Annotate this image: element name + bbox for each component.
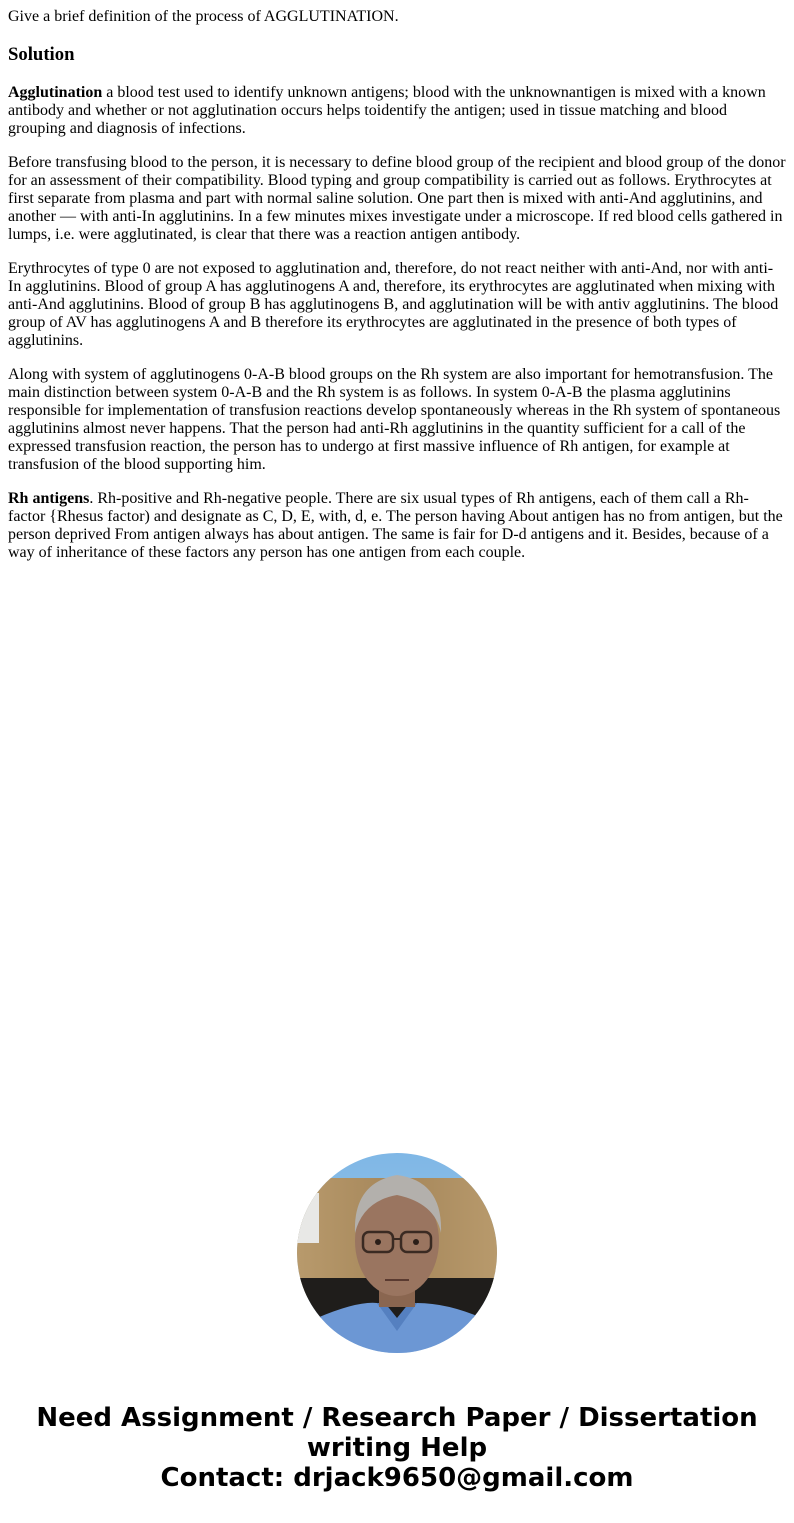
paragraph-blood-groups: Erythrocytes of type 0 are not exposed to agglutination and, therefore, do not react neither with anti-And, nor with anti-In agglutinins. Blood of group A has agglutinogens A and, therefore, its erythrocytes are agglutinated when mixing with anti-And agglutinins. Blood of group B has agglutinogens B, and agglutination will be with antiv agglutinins. The blood group of AV has agglutinogens A and B therefore its erythrocytes are agglutinated in the presence of both types of agglutinins. [8,260,779,349]
banner-line-1: Need Assignment / Research Paper / Dissertation [36,1403,758,1433]
banner-line-2: writing Help [306,1433,488,1463]
paragraph-blood-typing: Before transfusing blood to the person, it is necessary to define blood group of the recipient and blood group of the donor for an assessment of their compatibility. Blood typing and group compatibility is carried out as follows. Erythrocytes at first separate from plasma and part with normal saline solution. One part then is mixed with anti-And agglutinins, and another — with anti-In agglutinins. In a few minutes mixes investigate under a microscope. If red blood cells gathered in lumps, i.e. were agglutinated, is clear that there was a reaction antigen antibody. [8,154,786,243]
document-body [0,0,794,562]
avatar [297,1153,497,1353]
term-rh-antigens: Rh antigens [8,490,90,507]
contact-banner [0,1403,794,1493]
paragraph-agglutination-definition: Agglutination a blood test used to identify unknown antigens; blood with the unknownantigen is mixed with a known antibody and whether or not agglutination occurs helps toidentify the antigen; used in tissue matching and blood grouping and diagnosis of infections. [8,84,766,137]
paragraph-rh-antigens: Rh antigens. Rh-positive and Rh-negative people. There are six usual types of Rh antigens, each of them call a Rh-factor {Rhesus factor) and designate as C, D, E, with, d, e. The person having About antigen has no from antigen, but the person deprived From antigen always has about antigen. The same is fair for D-d antigens and it. Besides, because of a way of inheritance of these factors any person has one antigen from each couple. [8,490,783,561]
portrait-image-icon [297,1153,497,1353]
term-agglutination: Agglutination [8,84,103,101]
paragraph-rh-system: Along with system of agglutinogens 0-A-B blood groups on the Rh system are also important for hemotransfusion. The main distinction between system 0-A-B and the Rh system is as follows. In system 0-A-B the plasma agglutinins responsible for implementation of transfusion reactions develop spontaneously whereas in the Rh system of spontaneous agglutinins almost never happens. That the person had anti-Rh agglutinins in the quantity sufficient for a call of the expressed transfusion reaction, the person has to undergo at first massive influence of Rh antigen, for example at transfusion of the blood supporting him. [8,366,781,473]
question-text: Give a brief definition of the process of AGGLUTINATION. [8,8,399,25]
banner-contact-email: Contact: drjack9650@gmail.com [160,1463,634,1493]
solution-heading: Solution [8,44,75,65]
